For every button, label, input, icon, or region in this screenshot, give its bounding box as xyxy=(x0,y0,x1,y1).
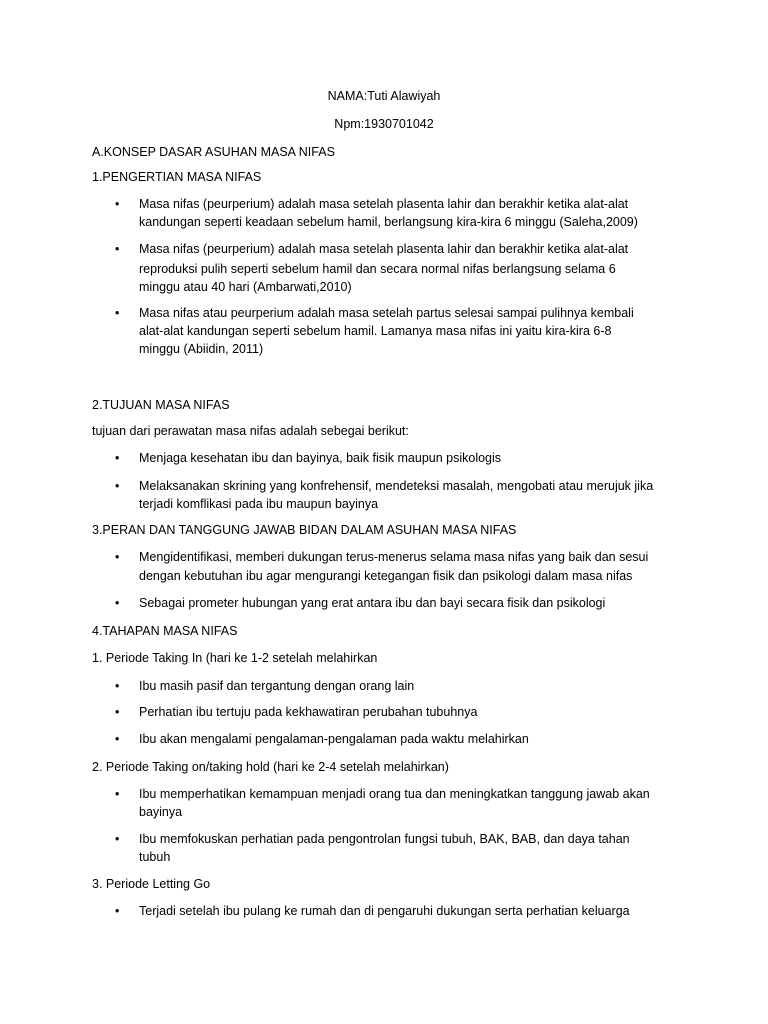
bullet-marker: • xyxy=(115,596,120,610)
bullet-text: terjadi komflikasi pada ibu maupun bayinya xyxy=(139,497,379,511)
section-2-title: 2.TUJUAN MASA NIFAS xyxy=(92,398,230,412)
bullet-marker: • xyxy=(115,451,120,465)
period-1-title: 1. Periode Taking In (hari ke 1-2 setelah melahirkan xyxy=(92,651,378,665)
student-npm: Npm:1930701042 xyxy=(334,117,434,131)
bullet-text: Masa nifas (peurperium) adalah masa setelah plasenta lahir dan berakhir ketika alat-alat xyxy=(139,197,629,211)
bullet-marker: • xyxy=(115,705,120,719)
bullet-marker: • xyxy=(115,732,120,746)
bullet-text: reproduksi pulih seperti sebelum hamil dan secara normal nifas berlangsung selama 6 xyxy=(139,262,616,276)
bullet-text: Masa nifas (peurperium) adalah masa setelah plasenta lahir dan berakhir ketika alat-alat xyxy=(139,242,629,256)
section-a-title: A.KONSEP DASAR ASUHAN MASA NIFAS xyxy=(92,145,335,159)
period-2-title: 2. Periode Taking on/taking hold (hari ke 2-4 setelah melahirkan) xyxy=(92,760,449,774)
bullet-text: alat-alat kandungan seperti sebelum hamil. Lamanya masa nifas ini yaitu kira-kira 6-8 xyxy=(139,324,612,338)
period-3-title: 3. Periode Letting Go xyxy=(92,877,211,891)
bullet-text: Menjaga kesehatan ibu dan bayinya, baik fisik maupun psikologis xyxy=(139,451,502,465)
bullet-marker: • xyxy=(115,550,120,564)
bullet-text: Ibu memfokuskan perhatian pada pengontrolan fungsi tubuh, BAK, BAB, dan daya tahan xyxy=(139,832,630,846)
bullet-marker: • xyxy=(115,832,120,846)
bullet-text: tubuh xyxy=(139,850,171,864)
bullet-text: Mengidentifikasi, memberi dukungan terus-menerus selama masa nifas yang baik dan sesui xyxy=(139,550,649,564)
bullet-marker: • xyxy=(115,479,120,493)
student-name: NAMA:Tuti Alawiyah xyxy=(327,89,441,103)
bullet-marker: • xyxy=(115,197,120,211)
bullet-text: dengan kebutuhan ibu agar mengurangi ketegangan fisik dan psikologi dalam masa nifas xyxy=(139,569,633,583)
bullet-marker: • xyxy=(115,306,120,320)
bullet-marker: • xyxy=(115,904,120,918)
bullet-text: Ibu akan mengalami pengalaman-pengalaman pada waktu melahirkan xyxy=(139,732,529,746)
bullet-text: Terjadi setelah ibu pulang ke rumah dan di pengaruhi dukungan serta perhatian keluarga xyxy=(139,904,630,918)
bullet-text: Ibu masih pasif dan tergantung dengan orang lain xyxy=(139,679,415,693)
bullet-text: Masa nifas atau peurperium adalah masa setelah partus selesai sampai pulihnya kembali xyxy=(139,306,634,320)
section-3-title: 3.PERAN DAN TANGGUNG JAWAB BIDAN DALAM ASUHAN MASA NIFAS xyxy=(92,523,517,537)
bullet-marker: • xyxy=(115,242,120,256)
section-1-title: 1.PENGERTIAN MASA NIFAS xyxy=(92,170,262,184)
bullet-text: Melaksanakan skrining yang konfrehensif, mendeteksi masalah, mengobati atau merujuk jika xyxy=(139,479,654,493)
bullet-marker: • xyxy=(115,679,120,693)
bullet-text: Perhatian ibu tertuju pada kekhawatiran perubahan tubuhnya xyxy=(139,705,478,719)
section-4-title: 4.TAHAPAN MASA NIFAS xyxy=(92,624,238,638)
section-2-intro: tujuan dari perawatan masa nifas adalah sebegai berikut: xyxy=(92,424,409,438)
bullet-text: minggu (Abiidin, 2011) xyxy=(139,342,264,356)
bullet-text: Ibu memperhatikan kemampuan menjadi orang tua dan meningkatkan tanggung jawab akan xyxy=(139,787,650,801)
bullet-text: minggu atau 40 hari (Ambarwati,2010) xyxy=(139,280,352,294)
bullet-marker: • xyxy=(115,787,120,801)
bullet-text: Sebagai prometer hubungan yang erat antara ibu dan bayi secara fisik dan psikologi xyxy=(139,596,606,610)
bullet-text: bayinya xyxy=(139,805,183,819)
bullet-text: kandungan seperti keadaan sebelum hamil, berlangsung kira-kira 6 minggu (Saleha,2009) xyxy=(139,215,638,229)
